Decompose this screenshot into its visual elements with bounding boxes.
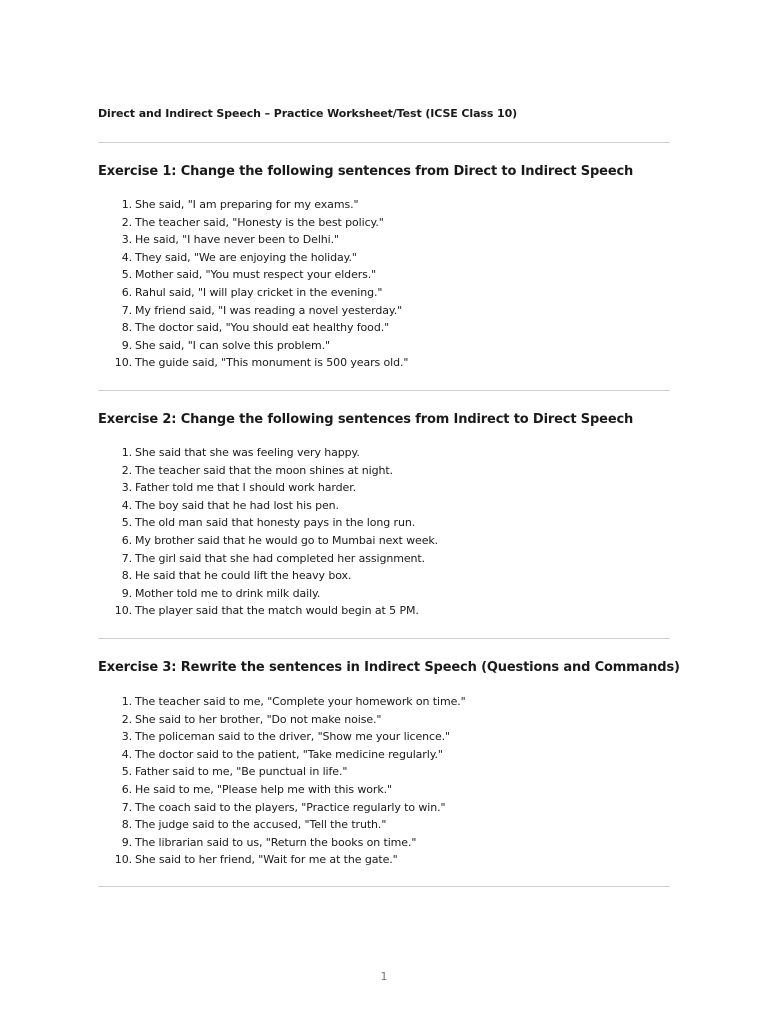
item-number: 2. bbox=[121, 463, 132, 477]
list-item bbox=[98, 214, 408, 232]
item-text: The doctor said, "You should eat healthy food." bbox=[135, 321, 390, 335]
exercise-1-title: Exercise 1: Change the following sentences from Direct to Indirect Speech bbox=[98, 164, 634, 179]
item-text: The teacher said that the moon shines at night. bbox=[135, 463, 393, 477]
divider bbox=[98, 390, 670, 391]
item-text: The policeman said to the driver, "Show me your licence." bbox=[135, 730, 450, 744]
item-text: The doctor said to the patient, "Take medicine regularly." bbox=[135, 747, 443, 761]
list-item bbox=[98, 479, 438, 497]
item-number: 1. bbox=[121, 446, 132, 459]
item-text: The player said that the match would begin at 5 PM. bbox=[135, 604, 419, 618]
list-item bbox=[98, 781, 466, 799]
item-text: My friend said, "I was reading a novel yesterday." bbox=[135, 303, 403, 317]
item-text: They said, "We are enjoying the holiday." bbox=[135, 250, 357, 264]
item-text: The old man said that honesty pays in the long run. bbox=[135, 516, 416, 530]
divider bbox=[98, 886, 670, 887]
item-number: 3. bbox=[121, 481, 132, 495]
item-text: The girl said that she had completed her assignment. bbox=[135, 551, 425, 565]
item-number: 6. bbox=[121, 285, 132, 299]
item-text: Father said to me, "Be punctual in life." bbox=[135, 765, 348, 779]
list-item bbox=[98, 249, 408, 267]
item-number: 4. bbox=[121, 250, 132, 264]
item-number: 5. bbox=[121, 268, 132, 282]
item-number: 6. bbox=[121, 782, 132, 796]
item-number: 5. bbox=[121, 765, 132, 779]
list-item bbox=[98, 602, 438, 620]
divider bbox=[98, 142, 670, 143]
item-number: 9. bbox=[121, 586, 132, 600]
item-text: The librarian said to us, "Return the books on time." bbox=[135, 835, 417, 849]
item-number: 7. bbox=[121, 551, 132, 565]
list-item bbox=[98, 585, 438, 603]
list-item bbox=[98, 514, 438, 532]
list-item bbox=[98, 337, 408, 355]
item-text: She said, "I am preparing for my exams." bbox=[135, 198, 359, 211]
item-text: The teacher said, "Honesty is the best policy." bbox=[135, 215, 384, 229]
list-item bbox=[98, 284, 408, 302]
list-item bbox=[98, 746, 466, 764]
list-item bbox=[98, 851, 466, 869]
list-item bbox=[98, 693, 466, 711]
item-number: 3. bbox=[121, 730, 132, 744]
item-number: 6. bbox=[121, 533, 132, 547]
item-text: Mother said, "You must respect your elders." bbox=[135, 268, 377, 282]
item-number: 1. bbox=[121, 198, 132, 211]
item-number: 4. bbox=[121, 747, 132, 761]
list-item bbox=[98, 834, 466, 852]
item-text: He said, "I have never been to Delhi." bbox=[135, 233, 339, 247]
item-number: 10. bbox=[114, 356, 132, 370]
list-item bbox=[98, 728, 466, 746]
divider bbox=[98, 638, 670, 639]
list-item bbox=[98, 444, 438, 462]
list-item bbox=[98, 266, 408, 284]
item-number: 8. bbox=[121, 569, 132, 583]
exercise-2-title: Exercise 2: Change the following sentences from Indirect to Direct Speech bbox=[98, 412, 634, 427]
item-text: He said that he could lift the heavy box. bbox=[135, 569, 352, 583]
item-number: 5. bbox=[121, 516, 132, 530]
item-number: 8. bbox=[121, 321, 132, 335]
item-number: 4. bbox=[121, 498, 132, 512]
item-number: 1. bbox=[121, 695, 132, 708]
item-text: Rahul said, "I will play cricket in the evening." bbox=[135, 285, 383, 299]
list-item bbox=[98, 196, 408, 214]
list-item bbox=[98, 816, 466, 834]
list-item bbox=[98, 462, 438, 480]
exercise-2-list bbox=[98, 444, 438, 620]
item-text: She said to her brother, "Do not make noise." bbox=[135, 712, 382, 726]
list-item bbox=[98, 354, 408, 372]
page-number: 1 bbox=[380, 970, 388, 983]
item-text: She said, "I can solve this problem." bbox=[135, 338, 331, 352]
document-title: Direct and Indirect Speech – Practice Worksheet/Test (ICSE Class 10) bbox=[98, 107, 518, 120]
item-text: The boy said that he had lost his pen. bbox=[135, 498, 339, 512]
list-item bbox=[98, 799, 466, 817]
exercise-1-list bbox=[98, 196, 408, 372]
item-number: 10. bbox=[114, 604, 132, 618]
item-text: Father told me that I should work harder. bbox=[135, 481, 357, 495]
list-item bbox=[98, 231, 408, 249]
exercise-3-list bbox=[98, 693, 466, 869]
exercise-3-title: Exercise 3: Rewrite the sentences in Indirect Speech (Questions and Commands) bbox=[98, 660, 680, 675]
item-number: 9. bbox=[121, 338, 132, 352]
item-number: 10. bbox=[114, 853, 132, 867]
list-item bbox=[98, 550, 438, 568]
list-item bbox=[98, 711, 466, 729]
item-text: She said to her friend, "Wait for me at the gate." bbox=[135, 853, 398, 867]
item-text: My brother said that he would go to Mumbai next week. bbox=[135, 533, 439, 547]
list-item bbox=[98, 497, 438, 515]
item-text: She said that she was feeling very happy. bbox=[135, 446, 360, 459]
item-text: The guide said, "This monument is 500 years old." bbox=[135, 356, 409, 370]
item-text: The coach said to the players, "Practice regularly to win." bbox=[135, 800, 446, 814]
list-item bbox=[98, 302, 408, 320]
item-text: Mother told me to drink milk daily. bbox=[135, 586, 321, 600]
item-text: The judge said to the accused, "Tell the truth." bbox=[135, 818, 387, 832]
list-item bbox=[98, 532, 438, 550]
item-number: 9. bbox=[121, 835, 132, 849]
item-number: 8. bbox=[121, 818, 132, 832]
list-item bbox=[98, 763, 466, 781]
list-item bbox=[98, 319, 408, 337]
item-number: 7. bbox=[121, 303, 132, 317]
item-number: 3. bbox=[121, 233, 132, 247]
item-number: 2. bbox=[121, 712, 132, 726]
item-text: He said to me, "Please help me with this work." bbox=[135, 782, 392, 796]
item-text: The teacher said to me, "Complete your homework on time." bbox=[135, 695, 466, 708]
item-number: 7. bbox=[121, 800, 132, 814]
item-number: 2. bbox=[121, 215, 132, 229]
list-item bbox=[98, 567, 438, 585]
